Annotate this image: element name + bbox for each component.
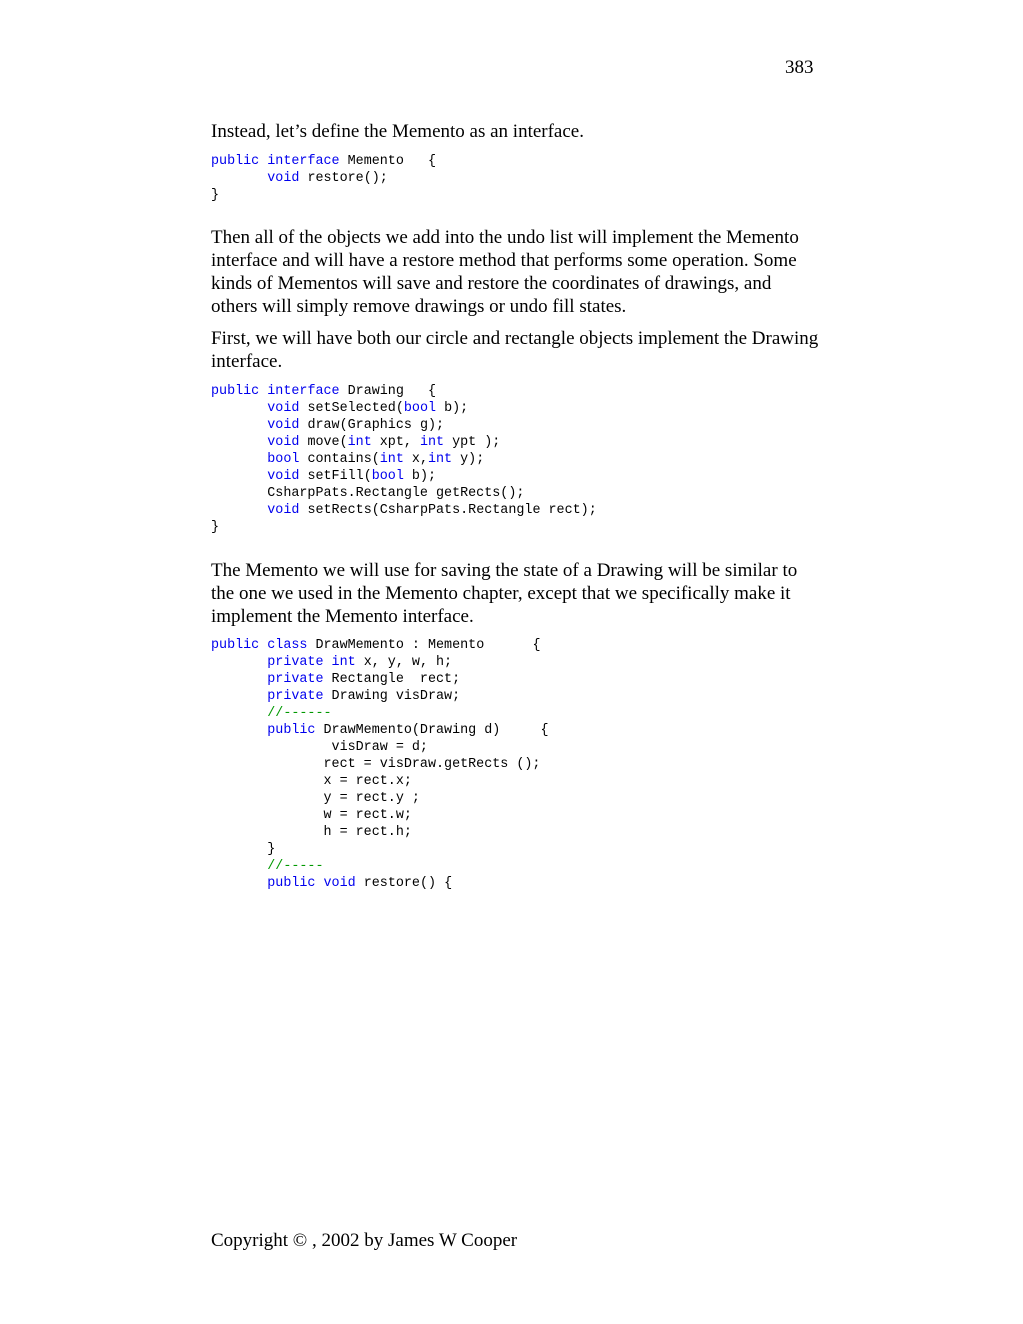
code-keyword: void	[267, 401, 300, 416]
code-text	[211, 723, 267, 738]
code-keyword: int	[427, 452, 453, 467]
code-text: b);	[436, 401, 469, 416]
code-line	[211, 756, 549, 773]
code-text	[211, 706, 267, 721]
code-line	[211, 417, 597, 434]
code-line	[211, 170, 436, 187]
code-keyword: interface	[267, 384, 340, 399]
code-text	[211, 469, 267, 484]
code-line	[211, 824, 549, 841]
code-keyword: void	[323, 876, 356, 891]
code-text: }	[211, 842, 276, 857]
code-line	[211, 807, 549, 824]
code-line	[211, 153, 436, 170]
code-line	[211, 485, 597, 502]
memento-interface-code	[211, 153, 436, 204]
code-keyword: int	[419, 435, 445, 450]
code-keyword: public	[267, 723, 316, 738]
code-text: DrawMemento : Memento {	[307, 638, 541, 653]
code-text: draw(Graphics g);	[299, 418, 445, 433]
code-text: Drawing visDraw;	[323, 689, 461, 704]
code-keyword: public	[211, 154, 260, 169]
code-line	[211, 705, 549, 722]
code-text: h = rect.h;	[211, 825, 412, 840]
code-keyword: private	[267, 672, 324, 687]
code-text: }	[211, 188, 220, 203]
code-text: x, y, w, h;	[355, 655, 453, 670]
code-text: x,	[403, 452, 428, 467]
code-line	[211, 468, 597, 485]
code-text: visDraw = d;	[211, 740, 428, 755]
code-keyword: void	[267, 171, 300, 186]
code-text	[211, 503, 267, 518]
code-text	[211, 689, 267, 704]
code-text	[211, 859, 267, 874]
code-keyword: bool	[371, 469, 404, 484]
undo-list-paragraph: Then all of the objects we add into the undo list will implement the Memento interface and will have a restore method that performs some operation. Some kinds of Mementos will save and restore the coordinates of drawings, and others will simply remove drawings or undo fill states.	[211, 227, 799, 317]
code-text: move(	[299, 435, 348, 450]
code-text: restore() {	[355, 876, 453, 891]
code-text: Memento {	[339, 154, 437, 169]
code-keyword: void	[267, 503, 300, 518]
code-comment: //------	[267, 706, 332, 721]
page-number: 383	[785, 57, 814, 78]
code-line	[211, 654, 549, 671]
code-text: contains(	[299, 452, 380, 467]
code-text: }	[211, 520, 220, 535]
copyright-footer: Copyright © , 2002 by James W Cooper	[211, 1230, 518, 1251]
code-text	[211, 171, 267, 186]
drawing-interface-paragraph: First, we will have both our circle and rectangle objects implement the Drawing interface.	[211, 328, 819, 372]
code-text: x = rect.x;	[211, 774, 412, 789]
code-keyword: int	[347, 435, 372, 450]
code-line	[211, 773, 549, 790]
code-line	[211, 739, 549, 756]
draw-memento-class-code	[211, 637, 549, 892]
code-line	[211, 434, 597, 451]
code-text	[211, 435, 267, 450]
code-line	[211, 637, 549, 654]
code-line	[211, 519, 597, 536]
code-text	[211, 876, 267, 891]
code-line	[211, 187, 436, 204]
code-line	[211, 671, 549, 688]
code-text: CsharpPats.Rectangle getRects();	[211, 486, 525, 501]
code-text	[211, 655, 267, 670]
code-comment: //-----	[267, 859, 324, 874]
code-line	[211, 383, 597, 400]
code-line	[211, 451, 597, 468]
draw-memento-paragraph: The Memento we will use for saving the state of a Drawing will be similar to the one we used in the Memento chapter, except that we specifically make it implement the Memento interface.	[211, 560, 798, 627]
code-text	[211, 401, 267, 416]
code-text	[211, 452, 267, 467]
code-keyword: bool	[267, 452, 300, 467]
code-text: rect = visDraw.getRects ();	[211, 757, 541, 772]
code-line	[211, 502, 597, 519]
code-line	[211, 858, 549, 875]
code-keyword: int	[379, 452, 404, 467]
code-line	[211, 722, 549, 739]
code-keyword: public	[211, 638, 260, 653]
code-text: DrawMemento(Drawing d) {	[315, 723, 549, 738]
code-line	[211, 400, 597, 417]
code-keyword: bool	[403, 401, 437, 416]
code-keyword: void	[267, 469, 300, 484]
code-text	[315, 876, 323, 891]
code-text: restore();	[299, 171, 388, 186]
code-text: ypt );	[444, 435, 501, 450]
code-keyword: int	[331, 655, 356, 670]
code-text	[324, 655, 332, 670]
code-text: setSelected(	[299, 401, 404, 416]
code-line	[211, 875, 549, 892]
code-text: setFill(	[299, 469, 372, 484]
code-keyword: private	[267, 689, 324, 704]
intro-paragraph: Instead, let’s define the Memento as an interface.	[211, 121, 584, 142]
code-keyword: private	[267, 655, 324, 670]
code-line	[211, 790, 549, 807]
code-keyword: public	[267, 876, 316, 891]
code-text: xpt,	[371, 435, 420, 450]
code-text	[211, 672, 267, 687]
code-line	[211, 841, 549, 858]
code-keyword: class	[267, 638, 308, 653]
code-keyword: void	[267, 418, 300, 433]
drawing-interface-code	[211, 383, 597, 536]
code-text: y = rect.y ;	[211, 791, 420, 806]
code-line	[211, 688, 549, 705]
code-keyword: void	[267, 435, 300, 450]
code-keyword: public	[211, 384, 260, 399]
code-text: setRects(CsharpPats.Rectangle rect);	[299, 503, 597, 518]
code-keyword: interface	[267, 154, 340, 169]
code-text: w = rect.w;	[211, 808, 412, 823]
code-text: b);	[403, 469, 437, 484]
code-text: Drawing {	[339, 384, 437, 399]
code-text: Rectangle rect;	[323, 672, 461, 687]
code-text	[211, 418, 267, 433]
code-text: y);	[452, 452, 485, 467]
